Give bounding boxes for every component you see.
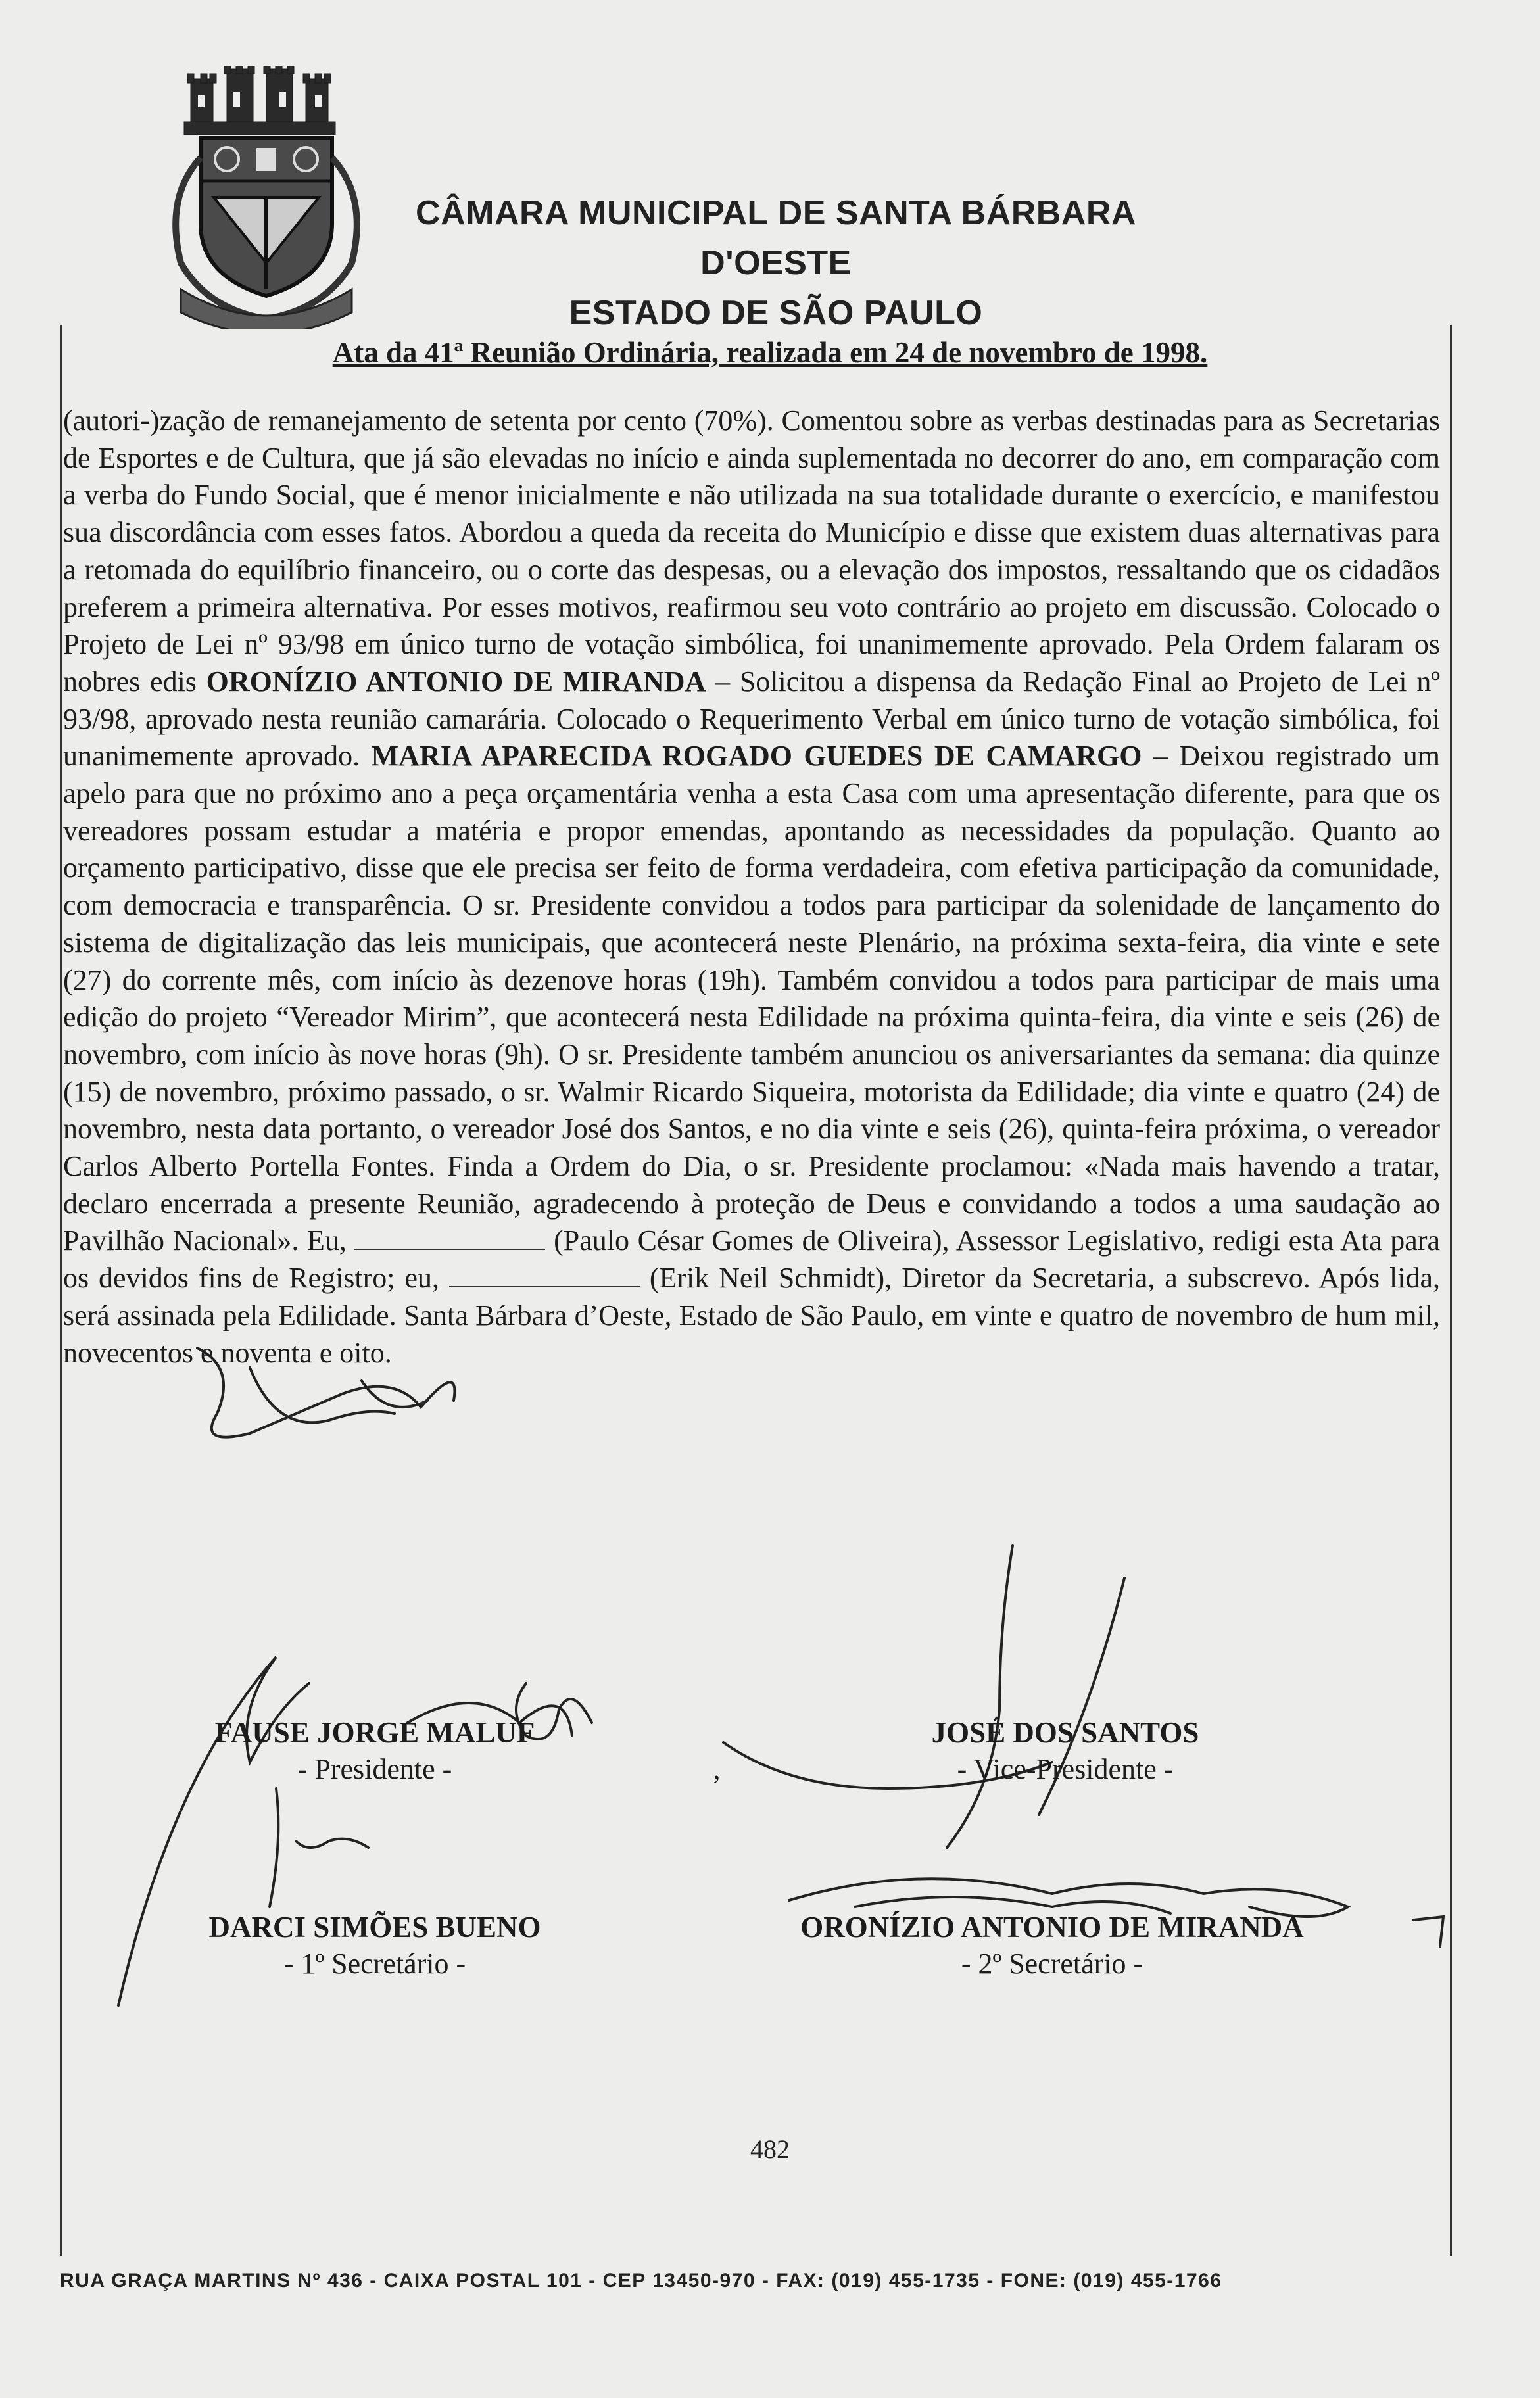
- second-secretary-name: ORONÍZIO ANTONIO DE MIRANDA: [800, 1911, 1304, 1944]
- institution-header: [368, 188, 1184, 338]
- first-secretary-role: - 1º Secretário -: [283, 1948, 466, 1980]
- vice-president-role: - Vice-Presidente -: [957, 1753, 1174, 1785]
- signature-president: [145, 1714, 605, 1788]
- minutes-body: [63, 402, 1440, 1372]
- signature-first-secretary: [145, 1909, 605, 1982]
- document-title: Ata da 41ª Reunião Ordinária, realizada em 24 de novembro de 1998.: [332, 336, 1208, 369]
- speaker-name: MARIA APARECIDA ROGADO GUEDES DE CAMARGO: [371, 740, 1142, 773]
- institution-name: CÂMARA MUNICIPAL DE SANTA BÁRBARA D'OESTE: [416, 194, 1136, 282]
- address-footer: RUA GRAÇA MARTINS Nº 436 - CAIXA POSTAL 101 - CEP 13450-970 - FAX: (019) 455-1735 - FONE: (019) 455-1766: [60, 2270, 1222, 2291]
- left-margin-rule: [60, 325, 62, 2256]
- right-margin-rule: [1450, 325, 1452, 2256]
- body-text-run: – Deixou registrado um apelo para que no próximo ano a peça orçamentária venha a esta Casa com uma apresentação diferente, para que os vereadores possam estudar a matéria e propor emendas, apontando as necessidades da população. Quanto ao orçamento participativo, disse que ele precisa ser feito de forma verdadeira, com efetiva participação da comunidade, com democracia e transparência. O sr. Presidente convidou a todos para participar da solenidade de lançamento do sistema de digitalização das leis municipais, que acontecerá neste Plenário, na próxima sexta-feira, dia vinte e sete (27) do corrente mês, com início às dezenove horas (19h). Também convidou a todos para participar de mais uma edição do projeto “Vereador Mirim”, que acontecerá nesta Edilidade na próxima quinta-feira, dia vinte e seis (26) de novembro, com início às nove horas (9h). O sr. Presidente também anunciou os aniversariantes da semana: dia quinze (15) de novembro, próximo passado, o sr. Walmir Ricardo Siqueira, motorista da Edilidade; dia vinte e quatro (24) de novembro, nesta data portanto, o vereador José dos Santos, e no dia vinte e seis (26), quinta-feira próxima, o vereador Carlos Alberto Portella Fontes. Finda a Ordem do Dia, o sr. Presidente proclamou: «Nada mais havendo a tratar, declaro encerrada a presente Reunião, agradecendo à proteção de Deus e convidando a todos a uma saudação ao Pavilhão Nacional». Eu,: [63, 740, 1440, 1257]
- first-secretary-name: DARCI SIMÕES BUENO: [208, 1911, 541, 1944]
- vice-president-name: JOSÉ DOS SANTOS: [931, 1716, 1199, 1749]
- signature-vice-president: [802, 1714, 1328, 1788]
- signature-separator: ,: [713, 1753, 721, 1785]
- second-secretary-role: - 2º Secretário -: [961, 1948, 1143, 1980]
- body-paragraph: [63, 402, 1440, 1372]
- body-text-run: (Paulo César Gomes de Oliveira), Assessor Legislativo, redigi esta Ata para os devidos fins de Registro; eu,: [63, 1224, 1440, 1295]
- president-name: FAUSE JORGE MALUF: [214, 1716, 535, 1749]
- signature-second-secretary: [710, 1909, 1394, 1982]
- body-text-run: (autori-)zação de remanejamento de setenta por cento (70%). Comentou sobre as verbas destinadas para as Secretarias de Esportes e de Cultura, que já são elevadas no início e ainda suplementada no decorrer do ano, em comparação com a verba do Fundo Social, que é menor inicialmente e não utilizada na sua totalidade durante o exercício, e manifestou sua discordância com esses fatos. Abordou a queda da receita do Município e disse que existem duas alternativas para a retomada do equilíbrio financeiro, ou o corte das despesas, ou a elevação dos impostos, ressaltando que os cidadãos preferem a primeira alternativa. Por esses motivos, reafirmou seu voto contrário ao projeto em discussão. Colocado o Projeto de Lei nº 93/98 em único turno de votação simbólica, foi unanimemente aprovado. Pela Ordem falaram os nobres edis: [63, 404, 1440, 698]
- signature-blank-line: [449, 1265, 640, 1287]
- page-number: 482: [750, 2134, 790, 2164]
- president-role: - Presidente -: [297, 1753, 452, 1785]
- signature-blank-line: [354, 1228, 545, 1250]
- body-text-run: – Solicitou a dispensa da Redação Final ao Projeto de Lei nº 93/98, aprovado nesta reunião camarária. Colocado o Requerimento Verbal em único turno de votação simbólica, foi unanimemente aprovado.: [63, 665, 1440, 773]
- institution-state: ESTADO DE SÃO PAULO: [569, 294, 983, 332]
- speaker-name: ORONÍZIO ANTONIO DE MIRANDA: [206, 665, 706, 698]
- coat-of-arms-icon: [155, 66, 378, 329]
- body-text-run: (Erik Neil Schmidt), Diretor da Secretaria, a subscrevo. Após lida, será assinada pela Edilidade. Santa Bárbara d’Oeste, Estado de São Paulo, em vinte e quatro de novembro de hum mil, novecentos e noventa e oito.: [63, 1262, 1440, 1369]
